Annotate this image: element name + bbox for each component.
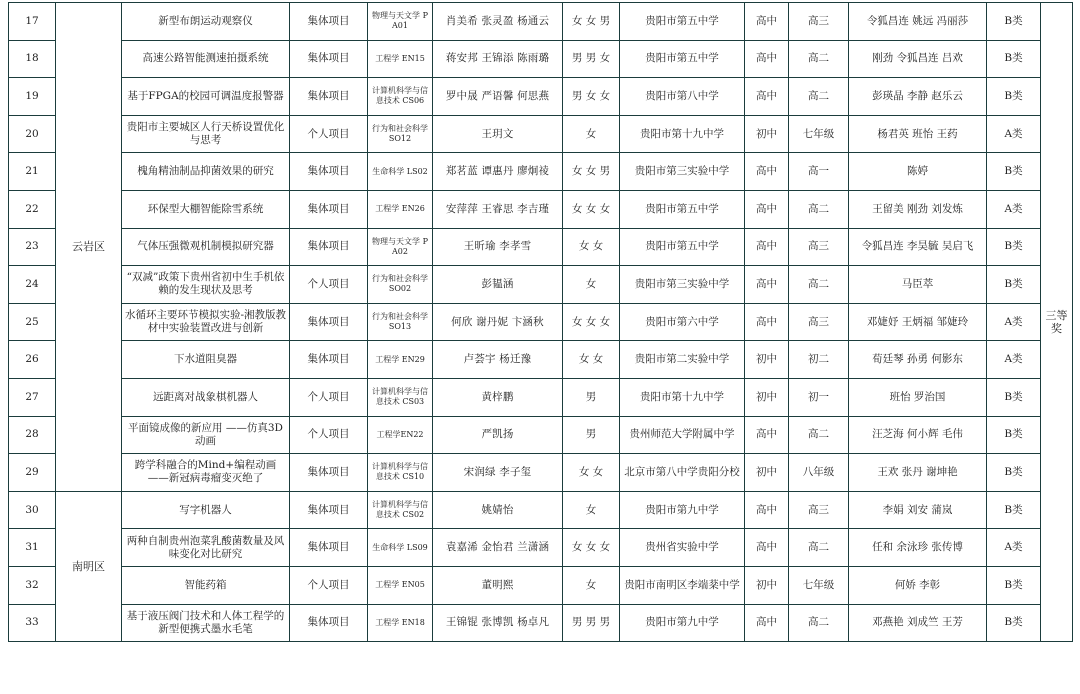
cell-title: 高速公路智能测速拍摄系统 <box>122 40 290 78</box>
cell-grade: 七年级 <box>789 115 849 153</box>
cell-type: 个人项目 <box>290 266 368 304</box>
cell-school: 贵阳市第五中学 <box>620 40 745 78</box>
cell-type: 集体项目 <box>290 3 368 41</box>
cell-genders: 男 男 女 <box>563 40 620 78</box>
cell-school: 贵阳市第三实验中学 <box>620 266 745 304</box>
cell-type: 集体项目 <box>290 454 368 492</box>
table-row <box>9 303 1073 341</box>
cell-type: 集体项目 <box>290 228 368 266</box>
cell-no: 22 <box>9 190 56 228</box>
cell-teachers: 李娟 刘安 蒲岚 <box>849 491 987 529</box>
cell-field: 工程学 EN18 <box>368 604 433 642</box>
cell-level: 高中 <box>745 3 789 41</box>
cell-no: 25 <box>9 303 56 341</box>
cell-title: 基于液压阀门技术和人体工程学的新型便携式墨水毛笔 <box>122 604 290 642</box>
cell-title: 贵阳市主要城区人行天桥设置优化与思考 <box>122 115 290 153</box>
cell-names: 何欣 谢丹妮 卞涵秋 <box>433 303 563 341</box>
cell-names: 宋润绿 李子玺 <box>433 454 563 492</box>
cell-genders: 女 女 男 <box>563 153 620 191</box>
table-row <box>9 454 1073 492</box>
cell-genders: 女 <box>563 115 620 153</box>
district-cell-nanming: 南明区 <box>56 491 122 641</box>
cell-title: 气体压强微观机制模拟研究器 <box>122 228 290 266</box>
cell-no: 24 <box>9 266 56 304</box>
cell-grade: 七年级 <box>789 566 849 604</box>
table-row <box>9 341 1073 379</box>
table-row <box>9 529 1073 567</box>
cell-no: 32 <box>9 566 56 604</box>
cell-field: 计算机科学与信息技术 CS06 <box>368 78 433 116</box>
cell-teachers: 陈婷 <box>849 153 987 191</box>
cell-type: 个人项目 <box>290 115 368 153</box>
cell-teachers: 荀廷琴 孙勇 何影东 <box>849 341 987 379</box>
cell-genders: 女 女 男 <box>563 3 620 41</box>
cell-genders: 女 女 <box>563 228 620 266</box>
cell-names: 黄梓鹏 <box>433 378 563 416</box>
cell-genders: 女 女 <box>563 341 620 379</box>
table-row <box>9 40 1073 78</box>
cell-genders: 男 <box>563 378 620 416</box>
cell-school: 贵阳市第九中学 <box>620 491 745 529</box>
cell-cat: B类 <box>987 566 1041 604</box>
cell-level: 高中 <box>745 303 789 341</box>
table-row <box>9 153 1073 191</box>
cell-teachers: 班怡 罗治国 <box>849 378 987 416</box>
cell-names: 卢荟宇 杨迁豫 <box>433 341 563 379</box>
cell-no: 20 <box>9 115 56 153</box>
cell-teachers: 马臣萃 <box>849 266 987 304</box>
table-row <box>9 378 1073 416</box>
cell-teachers: 邓婕妤 王炳福 邹婕玲 <box>849 303 987 341</box>
cell-names: 袁嘉浠 金怡君 兰潇涵 <box>433 529 563 567</box>
cell-no: 21 <box>9 153 56 191</box>
cell-level: 高中 <box>745 78 789 116</box>
cell-field: 计算机科学与信息技术 CS02 <box>368 491 433 529</box>
cell-teachers: 彭瑛晶 李静 赵乐云 <box>849 78 987 116</box>
table-row <box>9 604 1073 642</box>
table-row <box>9 416 1073 454</box>
cell-title: 两种自制贵州泡菜乳酸菌数量及风味变化对比研究 <box>122 529 290 567</box>
results-table-frame <box>8 2 1072 642</box>
cell-level: 高中 <box>745 190 789 228</box>
cell-school: 贵阳市南明区李端棻中学 <box>620 566 745 604</box>
cell-names: 蒋安邦 王锦添 陈雨璐 <box>433 40 563 78</box>
cell-names: 王锦锟 张博凯 杨卓凡 <box>433 604 563 642</box>
cell-cat: B类 <box>987 491 1041 529</box>
cell-cat: A类 <box>987 115 1041 153</box>
cell-field: 行为和社会科学 SO13 <box>368 303 433 341</box>
cell-grade: 高二 <box>789 78 849 116</box>
cell-grade: 高二 <box>789 529 849 567</box>
cell-genders: 女 <box>563 566 620 604</box>
cell-no: 27 <box>9 378 56 416</box>
cell-teachers: 汪芝海 何小辉 毛伟 <box>849 416 987 454</box>
cell-grade: 高二 <box>789 190 849 228</box>
cell-grade: 八年级 <box>789 454 849 492</box>
cell-genders: 男 男 男 <box>563 604 620 642</box>
cell-type: 集体项目 <box>290 78 368 116</box>
cell-no: 19 <box>9 78 56 116</box>
cell-grade: 高一 <box>789 153 849 191</box>
cell-school: 贵阳市第五中学 <box>620 228 745 266</box>
cell-grade: 高三 <box>789 228 849 266</box>
cell-field: 工程学EN22 <box>368 416 433 454</box>
table-row <box>9 190 1073 228</box>
cell-type: 集体项目 <box>290 529 368 567</box>
cell-cat: A类 <box>987 341 1041 379</box>
cell-field: 生命科学 LS02 <box>368 153 433 191</box>
cell-title: 基于FPGA的校园可调温度报警器 <box>122 78 290 116</box>
cell-school: 贵阳市第十九中学 <box>620 378 745 416</box>
cell-title: 下水道阻臭器 <box>122 341 290 379</box>
cell-no: 33 <box>9 604 56 642</box>
cell-school: 贵阳市第三实验中学 <box>620 153 745 191</box>
cell-title: 写字机器人 <box>122 491 290 529</box>
cell-type: 个人项目 <box>290 416 368 454</box>
cell-names: 姚婧怡 <box>433 491 563 529</box>
award-results-table <box>8 2 1073 642</box>
cell-names: 肖美希 张灵盈 杨通云 <box>433 3 563 41</box>
cell-no: 29 <box>9 454 56 492</box>
cell-cat: B类 <box>987 153 1041 191</box>
cell-school: 贵阳市第二实验中学 <box>620 341 745 379</box>
cell-names: 严凯扬 <box>433 416 563 454</box>
cell-type: 集体项目 <box>290 40 368 78</box>
cell-school: 贵阳市第五中学 <box>620 190 745 228</box>
cell-cat: B类 <box>987 378 1041 416</box>
cell-type: 集体项目 <box>290 190 368 228</box>
cell-teachers: 令狐昌连 李昊毓 吴启飞 <box>849 228 987 266</box>
cell-cat: B类 <box>987 40 1041 78</box>
cell-genders: 女 <box>563 266 620 304</box>
cell-level: 初中 <box>745 566 789 604</box>
cell-names: 彭韫涵 <box>433 266 563 304</box>
cell-no: 28 <box>9 416 56 454</box>
cell-no: 17 <box>9 3 56 41</box>
cell-grade: 高三 <box>789 3 849 41</box>
cell-level: 高中 <box>745 491 789 529</box>
cell-title: 平面镜成像的新应用 ——仿真3D动画 <box>122 416 290 454</box>
cell-teachers: 王欢 张丹 谢坤艳 <box>849 454 987 492</box>
cell-school: 贵阳市第五中学 <box>620 3 745 41</box>
cell-level: 高中 <box>745 40 789 78</box>
cell-level: 高中 <box>745 604 789 642</box>
cell-title: 新型布朗运动观察仪 <box>122 3 290 41</box>
cell-genders: 男 <box>563 416 620 454</box>
cell-no: 30 <box>9 491 56 529</box>
cell-title: 智能药箱 <box>122 566 290 604</box>
cell-cat: A类 <box>987 303 1041 341</box>
cell-school: 贵州省实验中学 <box>620 529 745 567</box>
cell-names: 罗中晟 严语馨 何思燕 <box>433 78 563 116</box>
cell-names: 王玥文 <box>433 115 563 153</box>
cell-level: 初中 <box>745 341 789 379</box>
cell-cat: B类 <box>987 3 1041 41</box>
cell-cat: A类 <box>987 529 1041 567</box>
cell-title: 槐角精油制品抑菌效果的研究 <box>122 153 290 191</box>
cell-field: 计算机科学与信息技术 CS10 <box>368 454 433 492</box>
cell-grade: 高二 <box>789 604 849 642</box>
cell-school: 贵阳市第六中学 <box>620 303 745 341</box>
cell-field: 行为和社会科学 SO02 <box>368 266 433 304</box>
table-row <box>9 78 1073 116</box>
cell-type: 集体项目 <box>290 341 368 379</box>
cell-genders: 女 女 女 <box>563 529 620 567</box>
table-row <box>9 3 1073 41</box>
cell-cat: A类 <box>987 190 1041 228</box>
cell-grade: 高三 <box>789 303 849 341</box>
cell-field: 工程学 EN05 <box>368 566 433 604</box>
cell-type: 个人项目 <box>290 566 368 604</box>
cell-cat: B类 <box>987 416 1041 454</box>
cell-genders: 男 女 女 <box>563 78 620 116</box>
cell-type: 个人项目 <box>290 378 368 416</box>
cell-cat: B类 <box>987 604 1041 642</box>
cell-type: 集体项目 <box>290 491 368 529</box>
cell-cat: B类 <box>987 266 1041 304</box>
cell-title: “双减”政策下贵州省初中生手机依赖的发生现状及思考 <box>122 266 290 304</box>
cell-field: 行为和社会科学 SO12 <box>368 115 433 153</box>
cell-teachers: 刚劲 令狐昌连 吕欢 <box>849 40 987 78</box>
cell-grade: 高三 <box>789 491 849 529</box>
cell-type: 集体项目 <box>290 303 368 341</box>
cell-field: 物理与天文学 PA01 <box>368 3 433 41</box>
cell-genders: 女 <box>563 491 620 529</box>
cell-school: 贵州师范大学附属中学 <box>620 416 745 454</box>
cell-level: 高中 <box>745 266 789 304</box>
cell-field: 计算机科学与信息技术 CS03 <box>368 378 433 416</box>
cell-names: 安萍萍 王睿思 李吉瑾 <box>433 190 563 228</box>
table-row <box>9 566 1073 604</box>
cell-level: 高中 <box>745 228 789 266</box>
cell-type: 集体项目 <box>290 604 368 642</box>
cell-school: 贵阳市第八中学 <box>620 78 745 116</box>
cell-field: 工程学 EN26 <box>368 190 433 228</box>
cell-teachers: 令狐昌连 姚远 冯丽莎 <box>849 3 987 41</box>
cell-level: 高中 <box>745 529 789 567</box>
cell-names: 王昕瑜 李孝雪 <box>433 228 563 266</box>
cell-field: 物理与天文学 PA02 <box>368 228 433 266</box>
cell-cat: B类 <box>987 78 1041 116</box>
cell-genders: 女 女 <box>563 454 620 492</box>
cell-school: 贵阳市第九中学 <box>620 604 745 642</box>
award-level-cell: 三等奖 <box>1041 3 1073 642</box>
cell-title: 跨学科融合的Mind+编程动画 ——新冠病毒瘤变灭绝了 <box>122 454 290 492</box>
cell-names: 董明熙 <box>433 566 563 604</box>
cell-teachers: 任和 余泳珍 张传博 <box>849 529 987 567</box>
table-row <box>9 115 1073 153</box>
cell-field: 工程学 EN29 <box>368 341 433 379</box>
cell-grade: 初二 <box>789 341 849 379</box>
district-cell-yunyan: 云岩区 <box>56 3 122 492</box>
cell-title: 环保型大棚智能除雪系统 <box>122 190 290 228</box>
cell-genders: 女 女 女 <box>563 190 620 228</box>
cell-names: 郑茗蓝 谭惠丹 廖炯祾 <box>433 153 563 191</box>
cell-title: 远距离对战象棋机器人 <box>122 378 290 416</box>
cell-school: 北京市第八中学贵阳分校 <box>620 454 745 492</box>
table-row <box>9 266 1073 304</box>
table-row <box>9 491 1073 529</box>
cell-no: 31 <box>9 529 56 567</box>
cell-teachers: 何娇 李彰 <box>849 566 987 604</box>
cell-teachers: 王留美 刚劲 刘发炼 <box>849 190 987 228</box>
cell-school: 贵阳市第十九中学 <box>620 115 745 153</box>
cell-field: 生命科学 LS09 <box>368 529 433 567</box>
cell-no: 23 <box>9 228 56 266</box>
cell-no: 18 <box>9 40 56 78</box>
cell-level: 初中 <box>745 454 789 492</box>
table-row <box>9 228 1073 266</box>
cell-grade: 高二 <box>789 266 849 304</box>
cell-title: 水循环主要环节模拟实验-湘教版教材中实验装置改进与创新 <box>122 303 290 341</box>
cell-field: 工程学 EN15 <box>368 40 433 78</box>
cell-genders: 女 女 女 <box>563 303 620 341</box>
cell-no: 26 <box>9 341 56 379</box>
cell-level: 高中 <box>745 153 789 191</box>
cell-cat: B类 <box>987 454 1041 492</box>
cell-teachers: 杨君英 班怡 王药 <box>849 115 987 153</box>
cell-type: 集体项目 <box>290 153 368 191</box>
cell-grade: 初一 <box>789 378 849 416</box>
cell-teachers: 邓燕艳 刘成竺 王芳 <box>849 604 987 642</box>
cell-level: 初中 <box>745 115 789 153</box>
cell-grade: 高二 <box>789 40 849 78</box>
cell-grade: 高二 <box>789 416 849 454</box>
cell-cat: B类 <box>987 228 1041 266</box>
cell-level: 初中 <box>745 378 789 416</box>
cell-level: 高中 <box>745 416 789 454</box>
